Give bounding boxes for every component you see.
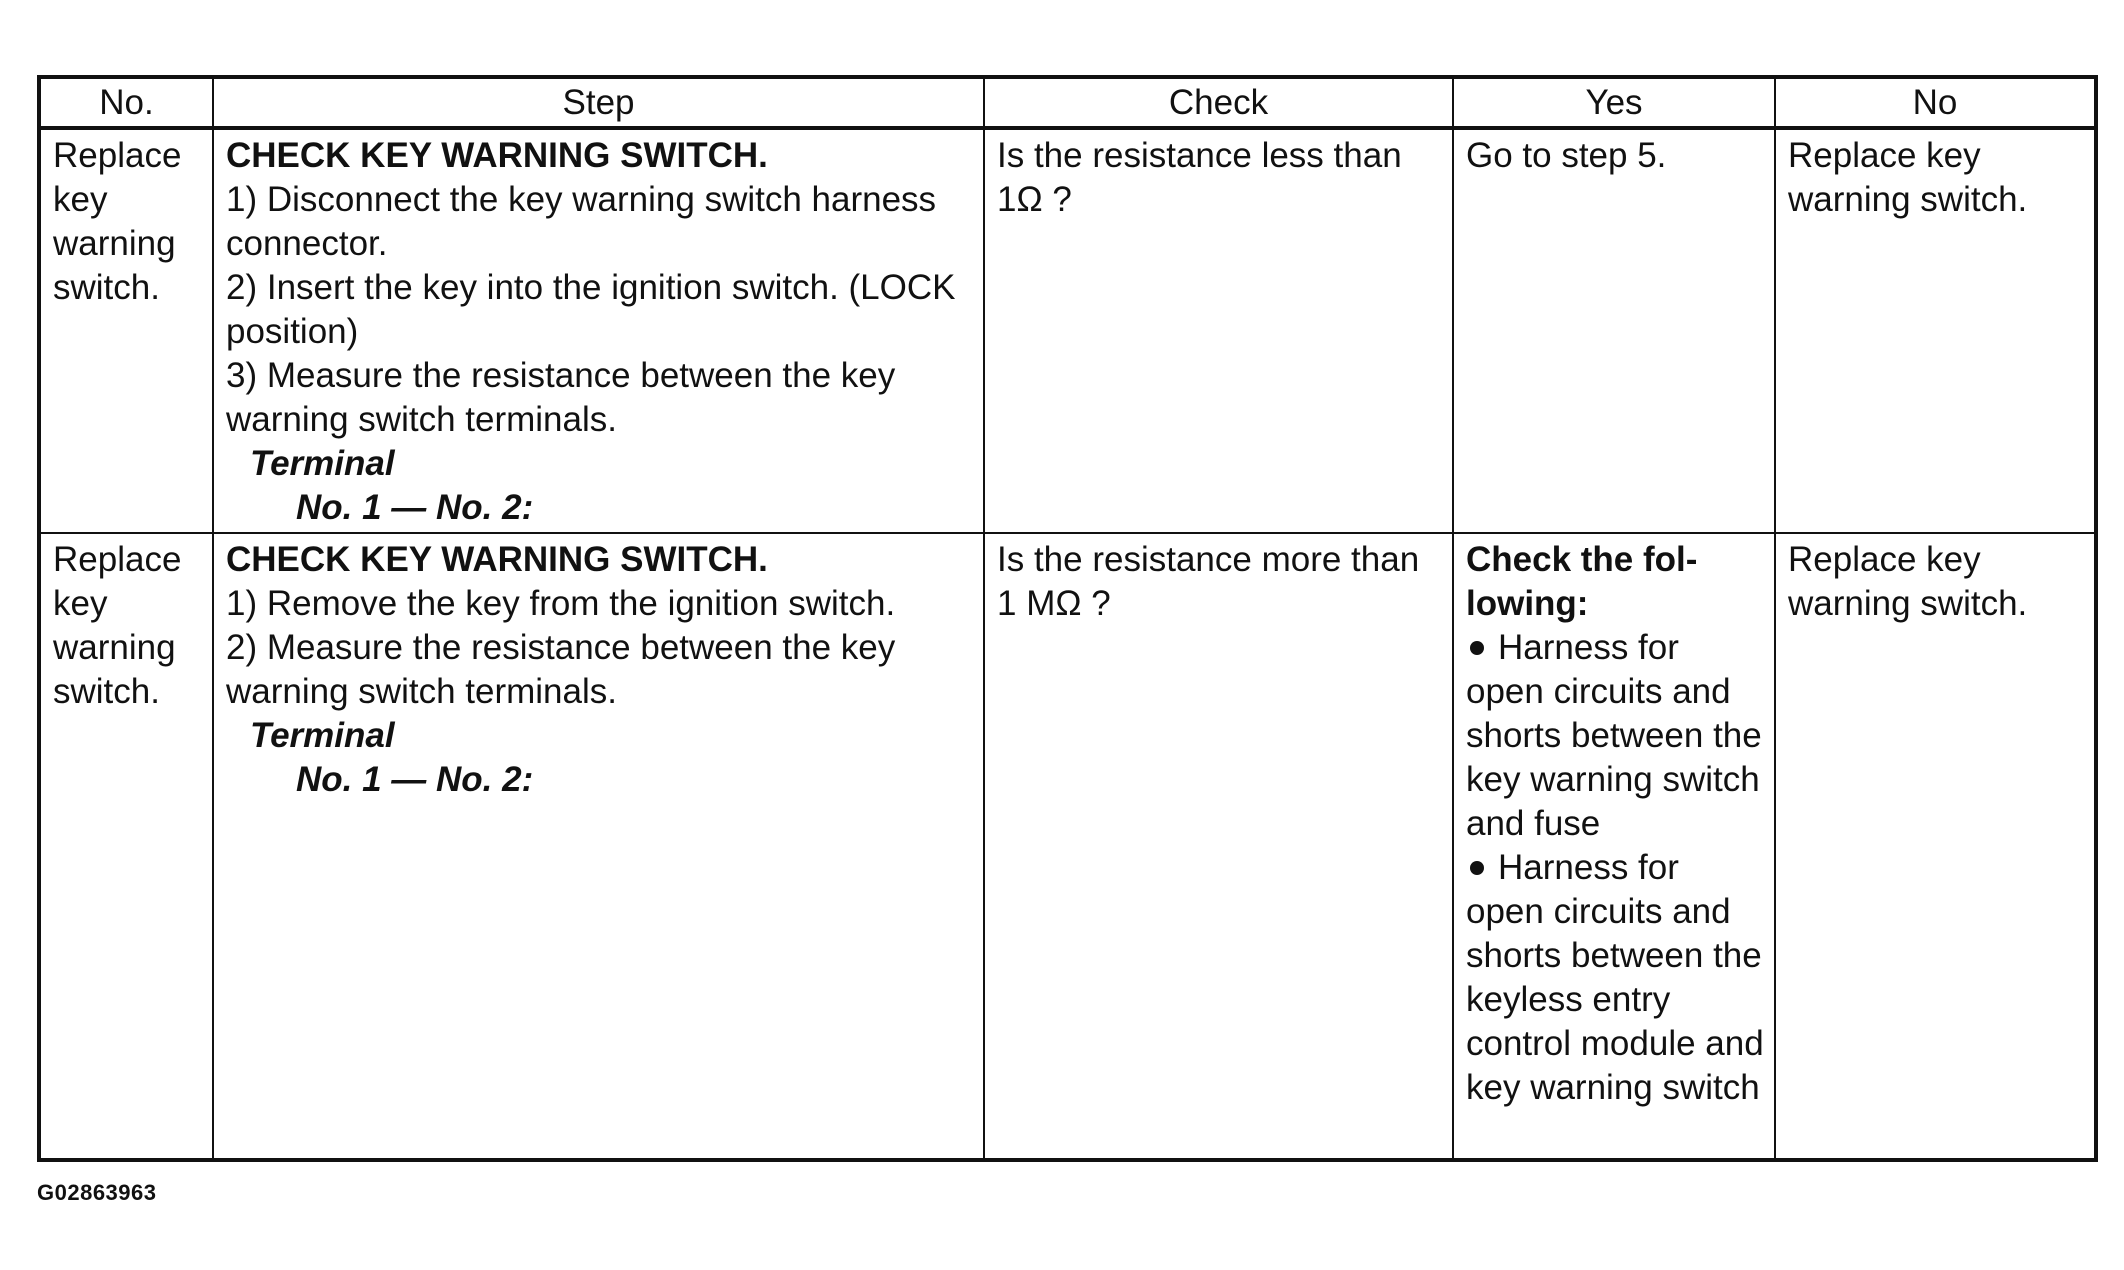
yes-list-item-text: Harness for open circuits and shorts between the key warning switch and fuse bbox=[1466, 628, 1762, 843]
step-instruction: 2) Insert the key into the ignition switch. (LOCK position) bbox=[226, 268, 956, 351]
step-cell bbox=[213, 533, 984, 1158]
check-cell: Is the resistance more than 1 MΩ ? bbox=[984, 533, 1453, 1158]
row-number: Replace key warning switch. bbox=[41, 128, 213, 533]
step-instruction: 2) Measure the resistance between the key warning switch terminals. bbox=[226, 628, 896, 711]
step-instruction: 1) Remove the key from the ignition switch. bbox=[226, 584, 896, 623]
yes-cell: Go to step 5. bbox=[1453, 128, 1775, 533]
terminal-label: Terminal bbox=[250, 444, 395, 483]
step-instruction: 1) Disconnect the key warning switch harness connector. bbox=[226, 180, 937, 263]
header-step: Step bbox=[213, 79, 984, 128]
bullet-icon bbox=[1470, 861, 1484, 875]
no-cell: Replace key warning switch. bbox=[1775, 533, 2094, 1158]
terminal-value: No. 1 — No. 2: bbox=[296, 488, 534, 527]
terminal-label: Terminal bbox=[250, 716, 395, 755]
terminal-value: No. 1 — No. 2: bbox=[296, 760, 534, 799]
check-cell: Is the resistance less than 1Ω ? bbox=[984, 128, 1453, 533]
header-check: Check bbox=[984, 79, 1453, 128]
table-header-row bbox=[41, 79, 2094, 128]
header-yes: Yes bbox=[1453, 79, 1775, 128]
header-no-action: No bbox=[1775, 79, 2094, 128]
yes-list-item-text: Harness for open circuits and shorts between the keyless entry control module and key warning switch bbox=[1466, 848, 1764, 1107]
figure-id: G02863963 bbox=[37, 1180, 157, 1205]
yes-title: Check the fol-lowing: bbox=[1466, 540, 1698, 623]
step-title: CHECK KEY WARNING SWITCH. bbox=[226, 540, 768, 579]
yes-list-item bbox=[1466, 846, 1764, 1110]
yes-cell bbox=[1453, 533, 1775, 1158]
step-instruction: 3) Measure the resistance between the key warning switch terminals. bbox=[226, 356, 896, 439]
no-cell: Replace key warning switch. bbox=[1775, 128, 2094, 533]
row-number: Replace key warning switch. bbox=[41, 533, 213, 1158]
step-title: CHECK KEY WARNING SWITCH. bbox=[226, 136, 768, 175]
table-row bbox=[41, 128, 2094, 533]
bullet-icon bbox=[1470, 641, 1484, 655]
table-row bbox=[41, 533, 2094, 1158]
yes-list-item bbox=[1466, 626, 1764, 846]
step-cell bbox=[213, 128, 984, 533]
diagnostic-table-frame bbox=[37, 75, 2098, 1162]
header-no: No. bbox=[41, 79, 213, 128]
diagnostic-table bbox=[41, 79, 2094, 1158]
